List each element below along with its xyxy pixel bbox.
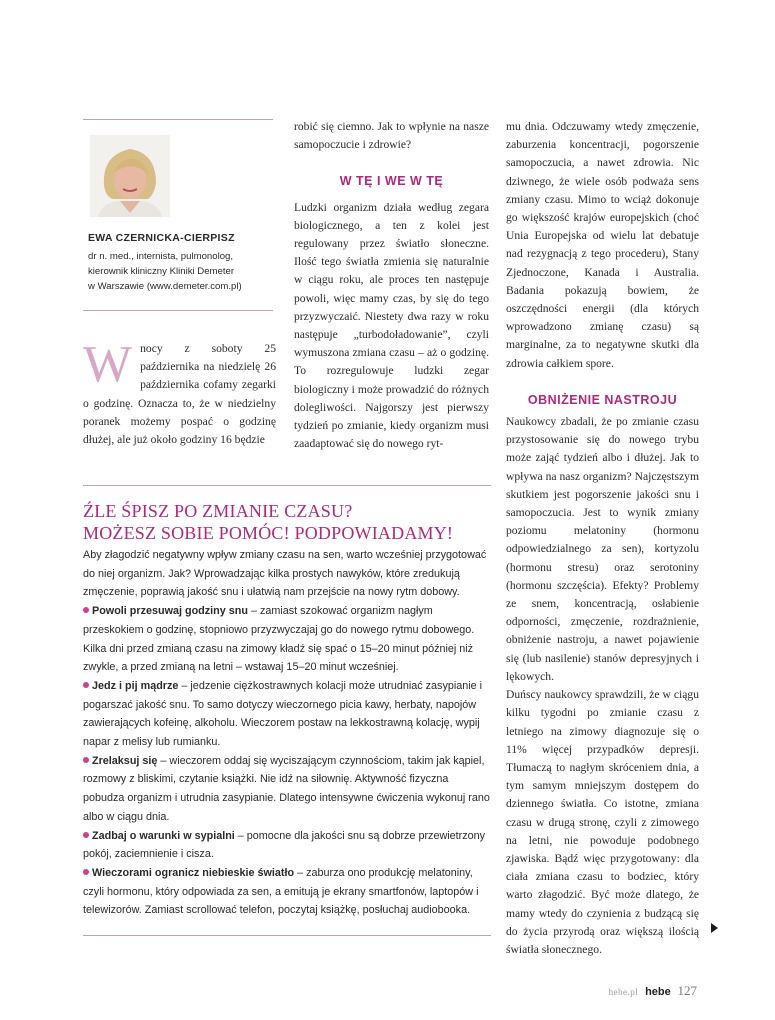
lead-paragraph: nocy z soboty 25 października na niedzielę 26 października cofamy zegarki o godzinę. Oznacza to, że w niedzielny poranek możemy pospać o godzinę dłużej, ale już około godziny 16 będzie — [83, 342, 276, 447]
tip-bold: Wieczorami ogranicz niebieskie światło — [92, 866, 295, 879]
box-intro: Aby złagodzić negatywny wpływ zmiany czasu na sen, warto wcześniej przygotować do niej organizm. Jak? Wprowadzając kilka prostych nawyków, które zredukują zmęczenie, poprawią jakość snu i ułatwią nam przejście na nowy rytm dobowy. — [83, 549, 487, 599]
tip-bold: Zadbaj o warunki w sypialni — [92, 829, 235, 842]
box-bottom-rule — [83, 935, 491, 936]
tip-bold: Jedz i pij mądrze — [92, 679, 179, 692]
drop-cap: W — [83, 336, 133, 393]
tip-text: – pomocne dla jakości snu są dobrze przewietrzony pokój, zaciemnienie i cisza. — [83, 829, 486, 861]
bullet-icon — [83, 869, 89, 875]
paragraph: mu dnia. Odczuwamy wtedy zmęczenie, zaburzenia koncentracji, pogorszenie samopoczucia, a nawet zdrowia. Nic dziwnego, że wiele osób podważa sens zmiany czasu. Mimo to wciąż dokonuje go większość krajów europejskich (choć Unia Europejska od wielu lat debatuje nad rezygnacją z tego procederu), Stany Zjednoczone, Kanada i Australia. Badania pokazują bowiem, że oszczędności energii (dla których wprowadzono zmianę czasu) są marginalne, za to negatywne skutki dla zdrowia całkiem spore. — [506, 120, 699, 370]
author-top-rule — [83, 119, 273, 120]
box-title-line: MOŻESZ SOBIE POMÓC! PODPOWIADAMY! — [83, 523, 454, 543]
footer-site: hebe.pl — [608, 987, 639, 997]
tip-text: – wieczorem oddaj się wyciszającym czynnościom, takim jak kąpiel, rozmowy z bliskimi, czytanie książki. Nie idź na siłownię. Aktywność fizyczna pobudza organizm i utrudnia zasypianie. Dlatego intensywne ćwiczenia wykonuj rano albo w ciągu dnia. — [83, 754, 490, 823]
author-description — [88, 249, 278, 294]
tip-item — [83, 602, 491, 677]
column-2 — [294, 118, 489, 453]
box-top-rule — [83, 485, 491, 486]
box-title-line: ŹLE ŚPISZ PO ZMIANIE CZASU? — [83, 501, 353, 521]
paragraph: Ludzki organizm działa według zegara biologicznego, a ten z kolei jest regulowany przez światło słoneczne. Ilość tego światła zmienia się naturalnie w ciągu roku, ale proces ten następuje powoli, więc mamy czas, by się do tego przyzwyczaić. Niestety dwa razy w roku następuje „turbodoładowanie”, czyli wymuszona zmiana czasu – aż o godzinę. To rozregulowuje ludzki zegar biologiczny i może prowadzić do różnych dolegliwości. Najgorszy jest pierwszy tydzień po zmianie, kiedy organizm musi zaadaptować się do nowego ryt- — [294, 200, 489, 451]
paragraph: robić się ciemno. Jak to wpłynie na nasze samopoczucie i zdrowie? — [294, 120, 489, 152]
tip-text: – jedzenie ciężkostrawnych kolacji może utrudniać zasypianie i pogarszać jakość snu. To samo dotyczy wieczornego picia kawy, herbaty, napojów zawierających kofeinę, alkoholu. Wieczorem postaw na lekkostrawną kolację, wypij napar z melisy lub rumianku. — [83, 679, 483, 749]
paragraph: Duńscy naukowcy sprawdzili, że w ciągu kilku tygodni po zmianie czasu z letniego na zimowy diagnozuje się o 11% więcej przypadków depresji. Tłumaczą to nagłym skróceniem dnia, a tym samym mniejszym dostępem do dziennego światła. Co istotne, zmiana czasu w drugą stronę, czyli z zimowego na letni, nie powoduje podobnego zjawiska. Bądź więc przygotowany: dla ciała zmiana czasu to bodziec, który warto złagodzić. Być może dlatego, że mamy wtedy do czynienia z budzącą się do życia przyrodą oraz większą ilością światła słonecznego. — [506, 688, 699, 956]
paragraph: Naukowcy zbadali, że po zmianie czasu przystosowanie się do nowego trybu może zająć tydzień albo i dłużej. Jak to wpływa na nasz organizm? Najczęstszym skutkiem jest pogorszenie jakości snu i samopoczucia. Jest to wynik zmiany poziomu melatoniny (hormonu odpowiedzialnego za sen), kortyzolu (hormonu stresu) oraz serotoniny (hormonu szczęścia). Efekty? Problemy ze snem, koncentracją, osłabienie odporności, zmęczenie, rozdrażnienie, obniżenie nastroju, a nawet pojawienie się (lub nasilenie) stanów depresyjnych i lękowych. — [506, 415, 699, 683]
author-bottom-rule — [83, 310, 273, 311]
tip-item — [83, 677, 491, 752]
author-photo — [90, 135, 170, 217]
box-title — [83, 500, 503, 544]
author-desc-line: dr n. med., internista, pulmonolog, — [88, 251, 234, 262]
tip-text: – zamiast szokować organizm nagłym przeskokiem o godzinę, stopniowo przyzwyczajaj go do nowego rytmu dobowego. Kilka dni przed zmianą czasu na zimowy kładź się spać o 15–20 minut później niż zwykle, a przed zmianą na letni – wstawaj 15–20 minut wcześniej. — [83, 605, 475, 674]
bullet-icon — [83, 832, 89, 838]
bullet-icon — [83, 607, 89, 613]
section-heading: OBNIŻENIE NASTROJU — [527, 392, 678, 407]
tip-text: – zaburza ono produkcję melatoniny, czyli hormonu, który odpowiada za sen, a emitują je ekrany smartfonów, laptopów i telewizorów. Zamiast scrollować telefon, poczytaj książkę, posłuchaj audiobooka. — [83, 866, 479, 917]
tip-bold: Powoli przesuwaj godziny snu — [92, 605, 248, 618]
bullet-icon — [83, 757, 89, 763]
tip-item — [83, 752, 491, 827]
page-footer — [609, 983, 697, 999]
tip-bold: Zrelaksuj się — [92, 754, 158, 767]
column-3 — [506, 118, 699, 959]
bullet-icon — [83, 682, 89, 688]
box-body — [83, 546, 491, 920]
continue-arrow-icon — [711, 923, 718, 933]
section-heading: W TĘ I WE W TĘ — [339, 174, 444, 189]
footer-brand: hebe — [645, 986, 671, 998]
tip-item — [83, 827, 491, 864]
author-desc-line: kierownik kliniczny Kliniki Demeter — [88, 266, 235, 277]
tip-item — [83, 864, 491, 920]
author-name: EWA CZERNICKA-CIERPISZ — [88, 232, 235, 244]
author-desc-line: w Warszawie (www.demeter.com.pl) — [88, 281, 242, 292]
page-number: 127 — [677, 983, 697, 998]
column-1 — [83, 336, 276, 449]
